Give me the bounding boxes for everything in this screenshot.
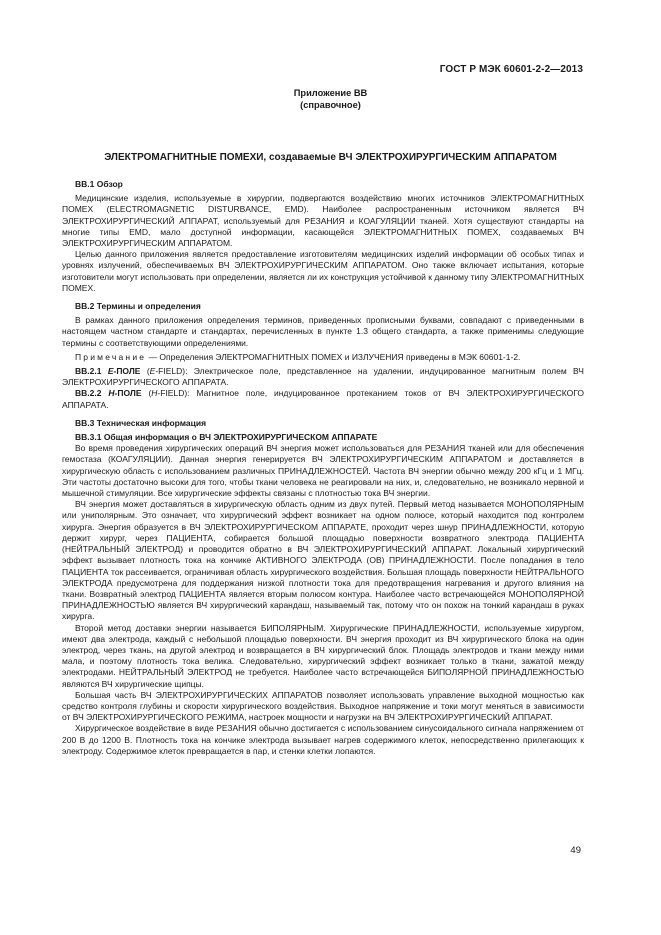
- section-heading-bb2: ВВ.2 Термины и определения: [75, 301, 201, 312]
- paragraph: Целью данного приложения является предоставление изготовителям медицинских изделий информации об особых типах и уровнях излучений, обеспечиваемых ВЧ ЭЛЕКТРОХИРУРГИЧЕСКИМ АППАРАТОМ. Оно также включает испытания, которые изготовители могут использовать при определении, является ли их конструкция устойчивой к данному типу ЭЛЕКТРОМАГНИТНЫХ ПОМЕХ.: [62, 249, 584, 293]
- page-number: 49: [570, 845, 581, 856]
- document-title: ЭЛЕКТРОМАГНИТНЫЕ ПОМЕХИ, создаваемые ВЧ ЭЛЕКТРОХИРУРГИЧЕСКИМ АППАРАТОМ: [104, 152, 557, 163]
- term-name: -ПОЛЕ: [113, 366, 141, 377]
- annex-title: Приложение ВВ: [293, 88, 368, 98]
- section-heading-bb1: ВВ.1 Обзор: [75, 179, 123, 189]
- annex-subtitle: (справочное): [300, 100, 361, 110]
- paragraph: Медицинские изделия, используемые в хирургии, подвергаются воздействию многих источников ЭЛЕКТРОМАГНИТНЫХ ПОМЕХ (ELECTROMAGNETIC DISTURBANCE, EMD). Наиболее распространенным источником является ВЧ ЭЛЕКТРОХИРУРГИЧЕСКИЙ АППАРАТ, используемый для РЕЗАНИЯ и КОАГУЛЯЦИИ тканей. Хотя существуют стандарты на многие типы EMD, мало доступной информации, касающейся ЭЛЕКТРОМАГНИТНЫХ ПОМЕХ, создаваемых ВЧ ЭЛЕКТРОХИРУРГИЧЕСКИМ АППАРАТОМ.: [62, 193, 584, 249]
- term-definition-text: -FIELD): Магнитное поле, индуцированное протеканием токов от ВЧ ЭЛЕКТРОХИРУРГИЧЕСКОГО АППАРАТА.: [62, 388, 584, 410]
- term-definition-e-field: [62, 366, 584, 388]
- paragraph: ВЧ энергия может доставляться в хирургическую область одним из двух путей. Первый метод называется МОНОПОЛЯРНЫМ или униполярным. Это означает, что хирургический эффект возникает на одном полюсе, который находится под контролем хирурга. Энергия образуется в ВЧ ЭЛЕКТРОХИРУРГИЧЕСКОМ АППАРАТЕ, проходит через шнур ПРИНАДЛЕЖНОСТИ, которую держит хирург, через ПАЦИЕНТА, собирается большой площадью поверхности возвратного электрода ПАЦИЕНТА (НЕЙТРАЛЬНЫЙ ЭЛЕКТРОД) и проводится обратно в ВЧ ЭЛЕКТРОХИРУРГИЧЕСКИЙ АППАРАТ. Локальный хирургический эффект вызывает плотность тока на кончике АКТИВНОГО ЭЛЕКТРОДА (ОВ) ПРИНАДЛЕЖНОСТИ. После попадания в тело ПАЦИЕНТА ток рассеивается, ограничивая область хирургического воздействия. Большая площадь поверхности НЕЙТРАЛЬНОГО ЭЛЕКТРОДА предусмотрена для поддержания низкой плотности тока для предотвращения нагревания и другого влияния на ткани. Возвратный электрод ПАЦИЕНТА является вторым полюсом контура. Наиболее часто встречающейся МОНОПОЛЯРНОЙ ПРИНАДЛЕЖНОСТЬЮ является ВЧ хирургический карандаш, называемый так, потому что он похож на тонкий карандаш в руках хирурга.: [62, 499, 584, 622]
- standard-header: ГОСТ Р МЭК 60601-2-2—2013: [439, 64, 583, 75]
- term-definition-h-field: [62, 388, 584, 410]
- note-text: — Определения ЭЛЕКТРОМАГНИТНЫХ ПОМЕХ и ИЗЛУЧЕНИЯ приведены в МЭК 60601-1-2.: [146, 351, 521, 362]
- paragraph: В рамках данного приложения определения терминов, приведенных прописными буквами, совпадают с приведенными в настоящем частном стандарте и стандартах, перечисленных в пункте 1.3 общего стандарта, а также применимы следующие термины с соответствующими определениями.: [62, 315, 584, 348]
- paragraph: Второй метод доставки энергии называется БИПОЛЯРНЫМ. Хирургические ПРИНАДЛЕЖНОСТИ, используемые хирургом, имеют два электрода, каждый с небольшой площадью поверхности. ВЧ энергия проходит из ВЧ хирургического блока на один электрод, через ткань, на другой электрод и возвращается в ВЧ хирургический блок. Площадь электродов и ткани между ними мала, и поэтому плотность тока велика. Следовательно, хирургический эффект возникает только в ткани, зажатой между электродами. НЕЙТРАЛЬНЫЙ ЭЛЕКТРОД не требуется. Наиболее часто встречающейся БИПОЛЯРНОЙ ПРИНАДЛЕЖНОСТЬЮ являются ВЧ хирургические щипцы.: [62, 622, 584, 689]
- note-label: Примечание: [75, 351, 147, 362]
- paragraph: Во время проведения хирургических операций ВЧ энергия может использоваться для РЕЗАНИЯ тканей или для обеспечения гемостаза (КОАГУЛЯЦИИ). Данная энергия генерируется ВЧ ЭЛЕКТРОХИРУРГИЧЕСКИМ АППАРАТОМ и доставляется в хирургическую область с использованием различных ПРИНАДЛЕЖНОСТЕЙ. Частота ВЧ энергии обычно между 200 кГц и 1 МГц. Эти частоты достаточно высоки для того, чтобы ткани человека не реагировали на них, и, следовательно, не возникало нервной и мышечной стимуляции. Все хирургические эффекты связаны с плотностью тока ВЧ энергии.: [62, 443, 584, 499]
- term-letter: Н: [108, 388, 115, 399]
- paragraph: Хирургическое воздействие в виде РЕЗАНИЯ обычно достигается с использованием синусоидального сигнала напряжением от 200 В до 1200 В. Плотность тока на кончике электрода вызывает нагрев содержимого клеток, непосредственно прилегающих к электроду. Содержимое клеток превращается в пар, и стенки клетки лопаются.: [62, 723, 584, 756]
- term-letter: Е: [107, 366, 114, 377]
- term-number: ВВ.2.2: [75, 388, 109, 399]
- document-body: [62, 179, 584, 757]
- term-paren: (: [140, 366, 150, 377]
- term-number: ВВ.2.1: [75, 366, 108, 377]
- section-heading-bb3: ВВ.3 Техническая информация: [75, 417, 207, 428]
- term-name: -ПОЛЕ: [114, 388, 142, 399]
- term-definition-text: -FIELD): Электрическое поле, представленное на удалении, индуцированное магнитным полем ВЧ ЭЛЕКТРОХИРУРГИЧЕСКОГО АППАРАТА.: [62, 366, 584, 388]
- term-paren: (: [141, 388, 152, 399]
- term-en-letter: E: [149, 366, 156, 377]
- note: [62, 352, 584, 363]
- paragraph: Большая часть ВЧ ЭЛЕКТРОХИРУРГИЧЕСКИХ АППАРАТОВ позволяет использовать управление выходной мощностью как средство контроля глубины и скорости хирургического воздействия. Выходное напряжение и токи могут меняться в зависимости от ВЧ ЭЛЕКТРОХИРУРГИЧЕСКОГО РЕЖИМА, настроек мощности и нагрузки на ВЧ ЭЛЕКТРОХИРУРГИЧЕСКИЙ АППАРАТ.: [62, 689, 584, 723]
- term-en-letter: H: [151, 388, 158, 399]
- subsection-heading-bb3-1: ВВ.3.1 Общая информация о ВЧ ЭЛЕКТРОХИРУРГИЧЕСКОМ АППАРАТЕ: [75, 432, 378, 443]
